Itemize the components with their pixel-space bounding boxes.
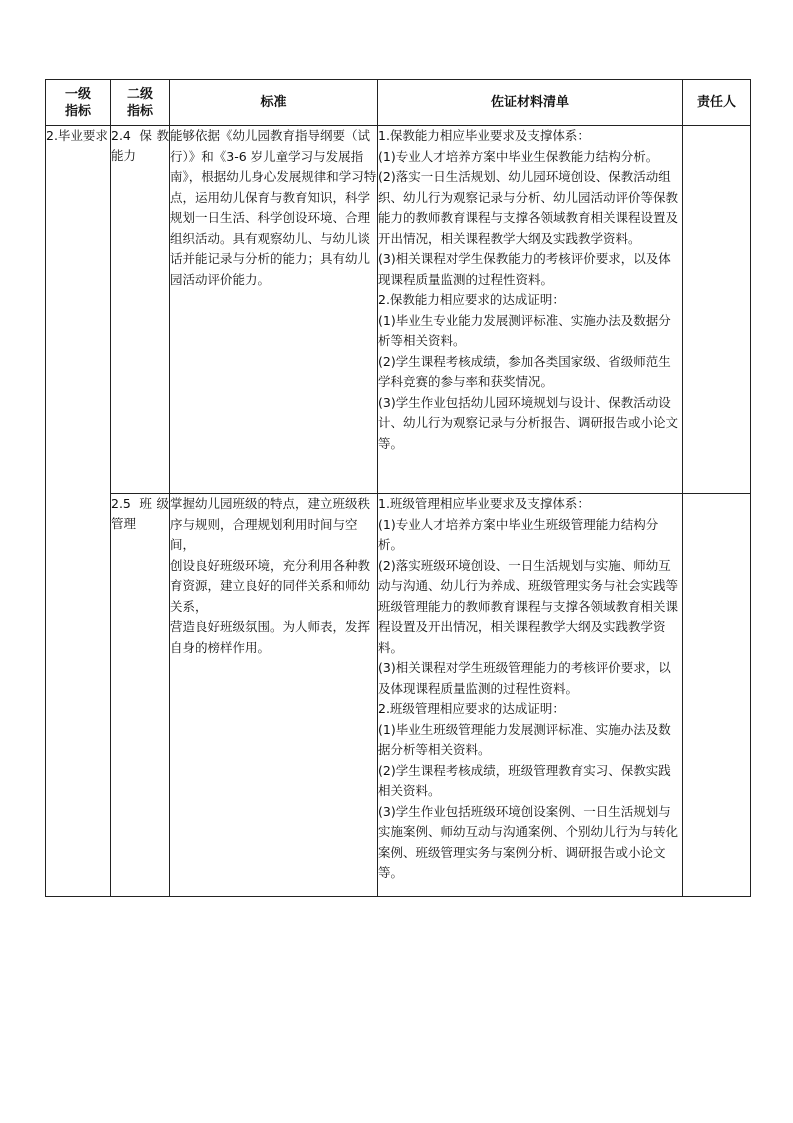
evidence-item: 2.班级管理相应要求的达成证明： (378, 701, 565, 716)
standard-text: 能够依据《幼儿园教育指导纲要（试行）》和《3-6 岁儿童学习与发展指南》，根据幼儿身心发展规律和学习特点，运用幼儿保育与教育知识，科学规划一日生活、科学创设环境、合理组织活动。具有观察幼儿、与幼儿谈话并能记录与分析的能力；具有幼儿园活动评价能力。 (170, 128, 377, 287)
standard-text: 掌握幼儿园班级的特点，建立班级秩序与规则，合理规划利用时间与空间， (170, 496, 371, 552)
evidence-item: 1.班级管理相应毕业要求及支撑体系： (378, 496, 590, 511)
evidence-item: (3)相关课程对学生班级管理能力的考核评价要求，以及体现课程质量监测的过程性资料。 (378, 660, 671, 696)
evidence-item: (2)落实一日生活规划、幼儿园环境创设、保教活动组织、幼儿行为观察记录与分析、幼儿园活动评价等保教能力的教师教育课程与支撑各领域教育相关课程设置及开出情况，相关课程教学大纲及实践教学资料。 (378, 169, 679, 246)
standard-text: 营造良好班级氛围。为人师表，发挥自身的榜样作用。 (170, 619, 371, 655)
evidence-item: (2)学生课程考核成绩，班级管理教育实习、保教实践相关资料。 (378, 762, 671, 798)
level1-indicator: 2.毕业要求 (46, 126, 111, 897)
level2-indicator: 2.5 班级管理 (111, 494, 170, 897)
evidence-item: (3)相关课程对学生保教能力的考核评价要求，以及体现课程质量监测的过程性资料。 (378, 251, 671, 287)
evidence-item: 2.保教能力相应要求的达成证明： (378, 292, 565, 307)
table-row (46, 126, 751, 494)
table-row (46, 494, 751, 897)
evidence-item: (1)毕业生班级管理能力发展测评标准、实施办法及数据分析等相关资料。 (378, 721, 671, 757)
evidence-item: (3)学生作业包括班级环境创设案例、一日生活规划与实施案例、师幼互动与沟通案例、个别幼儿行为与转化案例、班级管理实务与案例分析、调研报告或小论文等。 (378, 803, 679, 880)
evidence-item: (2)落实班级环境创设、一日生活规划与实施、师幼互动与沟通、幼儿行为养成、班级管理实务与社会实践等班级管理能力的教师教育课程与支撑各领域教育相关课程设置及开出情况，相关课程教学大纲及实践教学资料。 (378, 557, 679, 655)
evidence-item: (1)专业人才培养方案中毕业生班级管理能力结构分析。 (378, 516, 659, 552)
evidence-item: 1.保教能力相应毕业要求及支撑体系： (378, 128, 590, 143)
evidence-item: (1)毕业生专业能力发展测评标准、实施办法及数据分析等相关资料。 (378, 312, 671, 348)
standard-cell (170, 126, 378, 494)
header-level2: 二级指标 (111, 80, 170, 126)
evidence-item: (2)学生课程考核成绩，参加各类国家级、省级师范生学科竞赛的参与率和获奖情况。 (378, 353, 671, 389)
evidence-item: (1)专业人才培养方案中毕业生保教能力结构分析。 (378, 148, 659, 164)
responsible-person-cell (683, 126, 751, 494)
level2-indicator: 2.4 保教能力 (111, 126, 170, 494)
header-evidence: 佐证材料清单 (378, 80, 683, 126)
header-standard: 标准 (170, 80, 378, 126)
evidence-cell (378, 494, 683, 897)
header-person: 责任人 (683, 80, 751, 126)
standard-cell (170, 494, 378, 897)
evaluation-table (45, 79, 751, 897)
responsible-person-cell (683, 494, 751, 897)
header-row (46, 80, 751, 126)
evidence-cell (378, 126, 683, 494)
header-level1: 一级指标 (46, 80, 111, 126)
evidence-item: (3)学生作业包括幼儿园环境规划与设计、保教活动设计、幼儿行为观察记录与分析报告、调研报告或小论文等。 (378, 394, 679, 451)
standard-text: 创设良好班级环境，充分利用各种教育资源，建立良好的同伴关系和师幼关系， (170, 557, 371, 614)
